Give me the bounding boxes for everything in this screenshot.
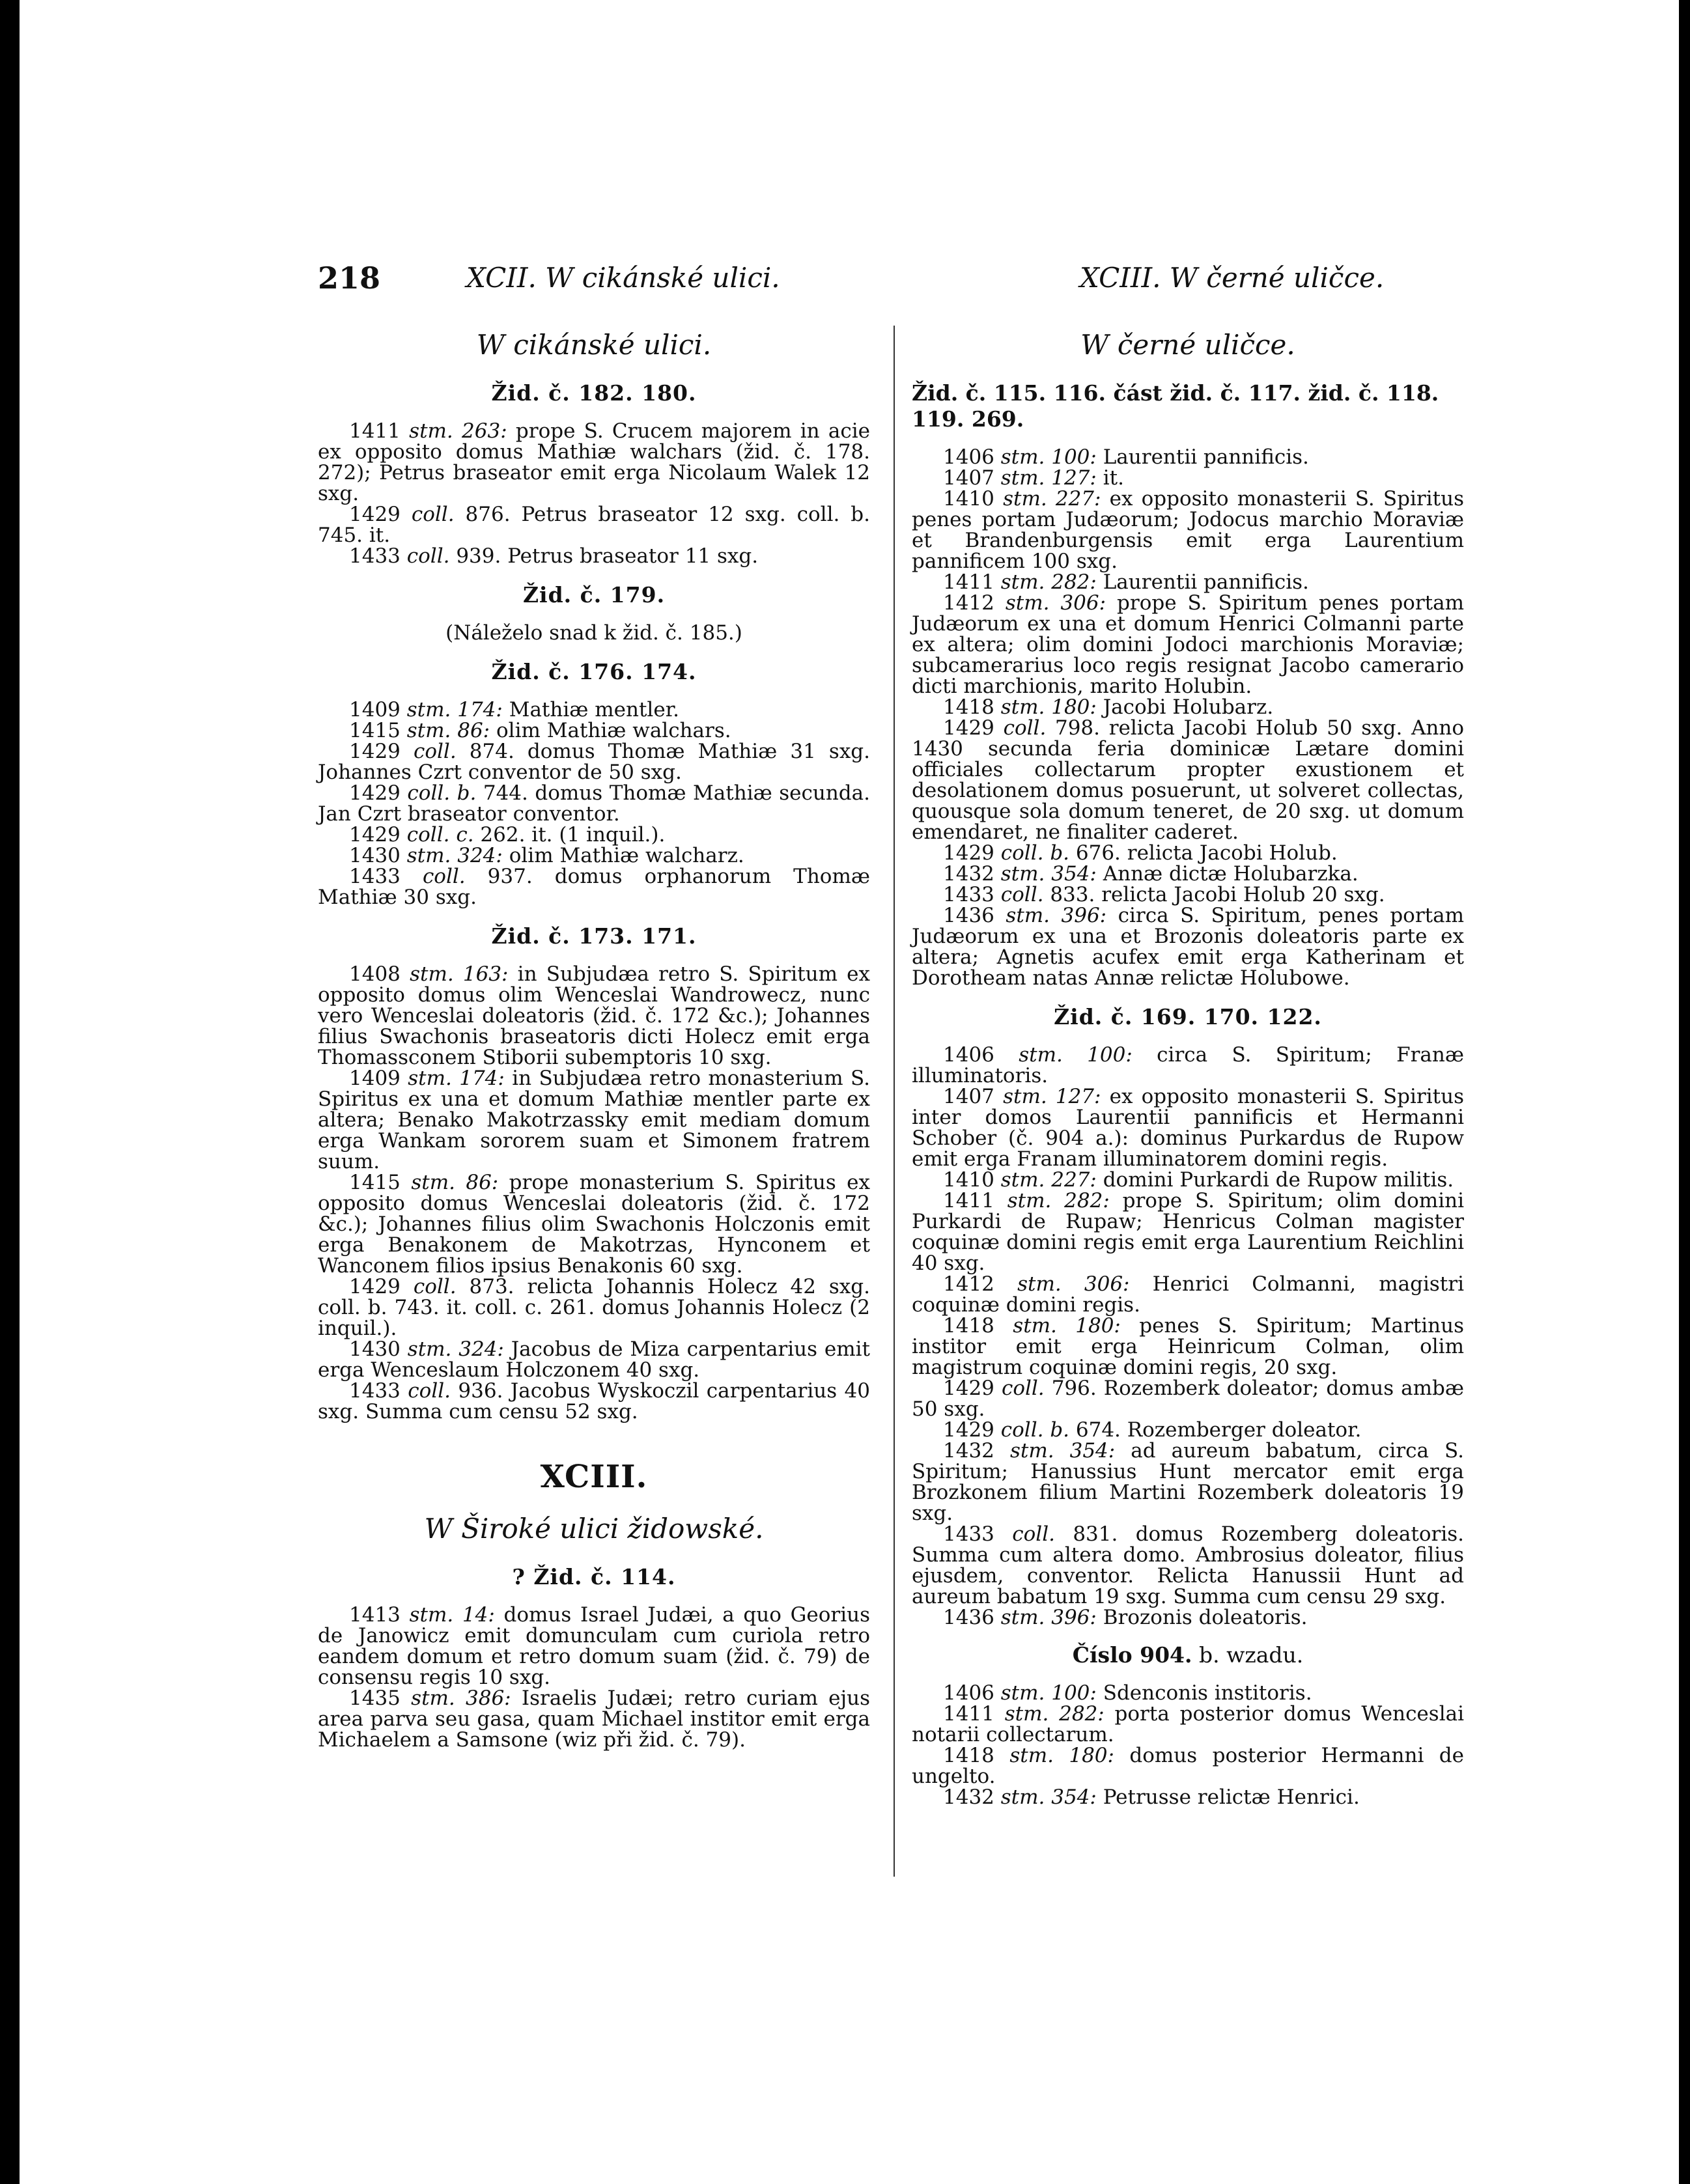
record-year: 1429 <box>943 1377 994 1400</box>
record-entry <box>318 1068 870 1172</box>
source-reference: stm. 227: <box>1003 487 1101 511</box>
record-year: 1429 <box>349 781 401 805</box>
record-text: prope S. Spiritum; olim domini Purkardi de Rupaw; Henricus Colman magister coquinæ domini regis emit erga Laurentium Reichlini 40 sxg. <box>912 1189 1464 1275</box>
record-year: 1429 <box>349 740 401 763</box>
record-text: 674. Rozemberger doleator. <box>1069 1418 1362 1442</box>
left-column <box>318 324 870 1750</box>
record-text: Brozonis doleatoris. <box>1096 1606 1308 1629</box>
record-text: Mathiæ mentler. <box>502 698 679 721</box>
record-year: 1433 <box>349 1379 401 1403</box>
record-text: 936. Jacobus Wyskoczil carpentarius 40 sxg. Summa cum censu 52 sxg. <box>318 1379 870 1423</box>
source-reference: stm. 354: <box>1000 862 1097 886</box>
source-reference: stm. 127: <box>1003 1085 1101 1108</box>
section-title: W cikánské ulici. <box>476 329 712 361</box>
record-entry <box>318 546 870 567</box>
source-reference: coll. <box>406 544 450 568</box>
record-text: 937. domus orphanorum Thomæ Mathiæ 30 sxg. <box>318 865 870 909</box>
record-year: 1411 <box>943 1189 994 1212</box>
record-text: porta posterior domus Wenceslai notarii collectarum. <box>912 1702 1464 1746</box>
record-text: domus posterior Hermanni de ungelto. <box>912 1744 1464 1788</box>
record-text: circa S. Spiritum; Franæ illuminatoris. <box>912 1043 1465 1087</box>
source-reference: stm. 396: <box>1006 904 1107 927</box>
record-year: 1429 <box>349 503 401 526</box>
house-number-heading: Žid. č. 179. <box>522 582 666 608</box>
record-text: 798. relicta Jacobi Holub 50 sxg. Anno 1430 secunda feria dominicæ Lætare domini officiales collectarum propter exustionem et desolationem domus posuerunt, ut solveret collectas, quousque sola domum teneret, de 20 sxg. ut domum emendaret, ne finaliter caderet. <box>912 716 1464 844</box>
record-text: olim Mathiæ walchars. <box>490 719 731 742</box>
record-entry <box>318 1276 870 1339</box>
source-reference: stm. 354: <box>1009 1439 1116 1463</box>
chapter-title: W Široké ulici židowské. <box>424 1513 764 1545</box>
house-number-heading <box>912 1642 1464 1668</box>
record-year: 1407 <box>943 466 994 490</box>
record-entry <box>318 824 870 845</box>
source-reference: stm. 282: <box>1004 1702 1105 1726</box>
record-year: 1418 <box>943 1744 994 1767</box>
record-text: prope S. Spiritum penes portam Judæorum ex una et domum Henrici Colmanni parte ex altera; olim domini Jodoci marchionis Moraviæ; subcamerarius loco regis resignat Jacobo camerario dicti marchionis, marito Holubin. <box>912 591 1464 698</box>
record-entry <box>912 593 1464 697</box>
record-entry <box>912 1745 1464 1787</box>
record-year: 1408 <box>349 962 401 986</box>
record-text: 874. domus Thomæ Mathiæ 31 sxg. Johannes Czrt conventor de 50 sxg. <box>318 740 871 784</box>
source-reference: stm. 180: <box>1000 695 1097 719</box>
record-year: 1412 <box>943 1272 994 1296</box>
record-entry <box>318 504 870 546</box>
source-reference: stm. 174: <box>406 698 503 721</box>
source-reference: stm. 263: <box>409 419 507 443</box>
source-reference: stm. 386: <box>411 1687 511 1710</box>
record-year: 1436 <box>943 904 994 927</box>
record-year: 1432 <box>943 1439 994 1463</box>
record-text: Petrusse relictæ Henrici. <box>1096 1785 1360 1809</box>
record-entry <box>912 697 1464 718</box>
record-entry <box>318 1172 870 1276</box>
record-text: 796. Rozemberk doleator; domus ambæ 50 sxg. <box>912 1377 1465 1421</box>
record-text: domini Purkardi de Rupow militis. <box>1096 1168 1454 1192</box>
record-text: Henrici Colmanni, magistri coquinæ domini regis. <box>912 1272 1464 1317</box>
source-reference: stm. 180: <box>1013 1314 1121 1337</box>
record-entry <box>318 783 870 824</box>
record-entry <box>318 866 870 908</box>
running-header-right: XCIII. W černé uličce. <box>1080 262 1385 294</box>
record-text: Jacobi Holubarz. <box>1096 695 1274 719</box>
source-reference: stm. 282: <box>1000 570 1097 594</box>
record-entry <box>912 905 1464 988</box>
source-reference: coll. <box>413 740 457 763</box>
source-reference: stm. 86: <box>406 719 490 742</box>
record-text: 744. domus Thomæ Mathiæ secunda. Jan Czrt braseator conventor. <box>318 781 870 826</box>
source-reference: stm. 306: <box>1017 1272 1130 1296</box>
record-year: 1430 <box>349 844 401 867</box>
record-entry <box>318 1339 870 1380</box>
source-reference: stm. 282: <box>1007 1189 1110 1212</box>
page-number: 218 <box>318 260 381 296</box>
record-year: 1435 <box>349 1687 401 1710</box>
record-year: 1433 <box>349 544 401 568</box>
record-year: 1406 <box>943 1043 994 1067</box>
record-year: 1429 <box>943 716 994 740</box>
record-entry <box>318 421 870 504</box>
source-reference: stm. 14: <box>409 1603 495 1627</box>
record-text: prope S. Crucem majorem in acie ex opposito domus Mathiæ walchars (žid. č. 178. 272); Petrus braseator emit erga Nicolaum Walek 12 sxg. <box>318 419 870 505</box>
record-text: Laurentii pannificis. <box>1096 570 1309 594</box>
source-reference: coll. <box>1003 716 1047 740</box>
record-year: 1429 <box>349 1275 401 1298</box>
source-reference: stm. 354: <box>1000 1785 1097 1809</box>
record-year: 1411 <box>943 570 994 594</box>
record-year: 1429 <box>943 841 994 865</box>
record-year: 1413 <box>349 1603 401 1627</box>
record-year: 1411 <box>349 419 401 443</box>
record-year: 1432 <box>943 1785 994 1809</box>
record-year: 1415 <box>349 719 401 742</box>
record-entry <box>912 1190 1464 1274</box>
record-text: Sdenconis institoris. <box>1096 1681 1312 1705</box>
source-reference: coll. b. <box>1000 1418 1070 1442</box>
house-number-heading: Žid. č. 176. 174. <box>491 659 697 684</box>
source-reference: coll. <box>1000 883 1044 906</box>
record-entry <box>912 1169 1464 1190</box>
record-year: 1418 <box>943 1314 994 1337</box>
record-year: 1429 <box>349 823 401 847</box>
record-year: 1410 <box>943 487 994 511</box>
record-year: 1436 <box>943 1606 994 1629</box>
record-entry <box>912 1683 1464 1703</box>
record-entry <box>912 1420 1464 1440</box>
record-entry <box>318 845 870 866</box>
record-entry <box>912 884 1464 905</box>
record-year: 1406 <box>943 445 994 469</box>
source-reference: stm. 100: <box>1000 1681 1097 1705</box>
source-reference: stm. 100: <box>1000 445 1097 469</box>
source-reference: stm. 174: <box>408 1067 505 1090</box>
record-text: Annæ dictæ Holubarzka. <box>1096 862 1359 886</box>
record-year: 1409 <box>349 698 401 721</box>
record-entry <box>318 964 870 1068</box>
source-reference: coll. <box>1012 1522 1055 1546</box>
source-reference: stm. 324: <box>406 844 503 867</box>
record-text: 873. relicta Johannis Holecz 42 sxg. coll. b. 743. it. coll. c. 261. domus Johannis Holecz (2 inquil.). <box>318 1275 870 1340</box>
record-entry <box>318 699 870 720</box>
record-year: 1411 <box>943 1702 994 1726</box>
record-text: 833. relicta Jacobi Holub 20 sxg. <box>1043 883 1385 906</box>
source-reference: stm. 86: <box>411 1171 499 1194</box>
house-number-heading: ? Žid. č. 114. <box>512 1564 676 1589</box>
record-text: olim Mathiæ walcharz. <box>502 844 744 867</box>
source-reference: stm. 127: <box>1000 466 1097 490</box>
record-text: in Subjudæa retro monasterium S. Spiritus ex una et domum Mathiæ mentler parte ex altera; Benako Makotrzassky emit mediam domum erga Wankam sororem suam et Simonem fratrem suum. <box>318 1067 870 1173</box>
section-title: W černé uličce. <box>1080 329 1295 361</box>
record-entry <box>912 1524 1464 1607</box>
record-year: 1433 <box>943 1522 994 1546</box>
record-entry <box>912 1703 1464 1745</box>
record-entry <box>912 843 1464 863</box>
record-entry <box>912 1044 1464 1086</box>
right-column <box>912 324 1464 1808</box>
record-text: Israelis Judæi; retro curiam ejus area parva seu gasa, quam Michael institor emit erga Michaelem a Samsone (wiz při žid. č. 79). <box>318 1687 870 1752</box>
record-entry <box>318 1604 870 1688</box>
record-text: 831. domus Rozemberg doleatoris. Summa cum altera domo. Ambrosius doleator, filius ejusdem, conventor. Relicta Hanussii Hunt ad aureum babatum 19 sxg. Summa cum censu 29 sxg. <box>912 1522 1464 1608</box>
record-text: 876. Petrus braseator 12 sxg. coll. b. 745. it. <box>318 503 870 547</box>
record-entry <box>318 1688 870 1750</box>
house-number-heading: Žid. č. 173. 171. <box>491 923 697 949</box>
source-reference: stm. 396: <box>1000 1606 1097 1629</box>
page <box>20 0 1679 2184</box>
record-entry <box>912 1787 1464 1808</box>
source-reference: stm. 306: <box>1005 591 1106 615</box>
record-entry <box>912 572 1464 593</box>
source-reference: stm. 180: <box>1009 1744 1114 1767</box>
house-number-heading: Žid. č. 115. 116. část žid. č. 117. žid. č. 118. 119. 269. <box>912 380 1439 432</box>
record-text: ex opposito monasterii S. Spiritus inter domos Laurentii pannificis et Hermanni Schober (č. 904 a.): dominus Purkardus de Rupow emit erga Franam illuminatorem domini regis. <box>912 1085 1464 1171</box>
source-reference: coll. b. <box>407 781 477 805</box>
running-header-left: XCII. W cikánské ulici. <box>466 262 780 294</box>
record-year: 1430 <box>349 1337 401 1361</box>
record-year: 1432 <box>943 862 994 886</box>
record-entry <box>912 1440 1464 1524</box>
record-year: 1418 <box>943 695 994 719</box>
record-text: 262. it. (1 inquil.). <box>473 823 666 847</box>
record-year: 1412 <box>943 591 994 615</box>
heading-number: Číslo 904. <box>1072 1642 1192 1668</box>
record-text: penes S. Spiritum; Martinus institor emit erga Heinricum Colman, olim magistrum coquinæ domini regis, 20 sxg. <box>912 1314 1464 1379</box>
record-year: 1410 <box>943 1168 994 1192</box>
source-reference: stm. 163: <box>410 962 509 986</box>
source-reference: coll. <box>413 1275 457 1298</box>
record-entry <box>912 1378 1464 1420</box>
record-entry <box>912 1274 1464 1315</box>
record-year: 1429 <box>943 1418 994 1442</box>
heading-text: b. wzadu. <box>1192 1642 1304 1668</box>
source-reference: coll. b. <box>1000 841 1070 865</box>
record-text: 939. Petrus braseator 11 sxg. <box>449 544 759 568</box>
record-text: 676. relicta Jacobi Holub. <box>1069 841 1338 865</box>
record-text: ad aureum babatum, circa S. Spiritum; Hanussius Hunt mercator emit erga Brozkonem filium Martini Rozemberk doleatoris 19 sxg. <box>912 1439 1464 1525</box>
record-year: 1415 <box>349 1171 401 1194</box>
record-text: domus Israel Judæi, a quo Georius de Janowicz emit domunculam cum curiola retro eandem domum et retro domum suam (žid. č. 79) de consensu regis 10 sxg. <box>318 1603 870 1689</box>
record-text: circa S. Spiritum, penes portam Judæorum ex una et Brozonis doleatoris parte ex altera; Agnetis acufex emit erga Katherinam et Dorotheam natas Annæ relictæ Holubowe. <box>912 904 1465 990</box>
source-reference: coll. c. <box>406 823 474 847</box>
record-text: prope monasterium S. Spiritus ex opposito domus Wenceslai doleatoris (žid. č. 172 &c.); Johannes filius olim Swachonis Holczonis emit erga Benakonem de Makotrzas, Hynconem et Wanconem filios ipsius Benakonis 60 sxg. <box>318 1171 870 1278</box>
record-text: Laurentii pannificis. <box>1096 445 1309 469</box>
record-entry <box>318 720 870 741</box>
record-year: 1406 <box>943 1681 994 1705</box>
house-number-heading: Žid. č. 182. 180. <box>491 380 697 406</box>
record-year: 1433 <box>943 883 994 906</box>
record-entry <box>912 468 1464 488</box>
source-reference: stm. 324: <box>407 1337 504 1361</box>
record-year: 1407 <box>943 1085 994 1108</box>
source-reference: coll. <box>408 1379 451 1403</box>
record-text: in Subjudæa retro S. Spiritum ex opposito domus olim Wenceslai Wandrowecz, nunc vero Wenceslai doleatoris (žid. č. 172 &c.); Johannes filius Swachonis braseatoris dicti Holecz emit erga Thomassconem Stiborii subemptoris 10 sxg. <box>318 962 870 1069</box>
record-year: 1433 <box>349 865 401 888</box>
source-reference: coll. <box>411 503 455 526</box>
record-year: 1409 <box>349 1067 401 1090</box>
record-entry <box>912 1086 1464 1169</box>
record-text: Jacobus de Miza carpentarius emit erga Wenceslaum Holczonem 40 sxg. <box>318 1337 871 1382</box>
record-entry <box>318 1380 870 1422</box>
note: (Náleželo snad k žid. č. 185.) <box>445 621 742 645</box>
record-entry <box>912 447 1464 468</box>
source-reference: coll. <box>1001 1377 1045 1400</box>
chapter-number: XCIII. <box>540 1459 648 1495</box>
record-text: it. <box>1096 466 1124 490</box>
record-entry <box>912 488 1464 572</box>
house-number-heading: Žid. č. 169. 170. 122. <box>1054 1004 1322 1029</box>
record-entry <box>912 1607 1464 1628</box>
source-reference: coll. <box>422 865 466 888</box>
record-entry <box>318 741 870 783</box>
record-entry <box>912 718 1464 843</box>
record-entry <box>912 1315 1464 1378</box>
column-divider <box>894 326 895 1877</box>
record-text: ex opposito monasterii S. Spiritus penes portam Judæorum; Jodocus marchio Moraviæ et Brandenburgensis emit erga Laurentium pannificem 100 sxg. <box>912 487 1464 573</box>
source-reference: stm. 227: <box>1000 1168 1097 1192</box>
record-entry <box>912 863 1464 884</box>
source-reference: stm. 100: <box>1019 1043 1133 1067</box>
